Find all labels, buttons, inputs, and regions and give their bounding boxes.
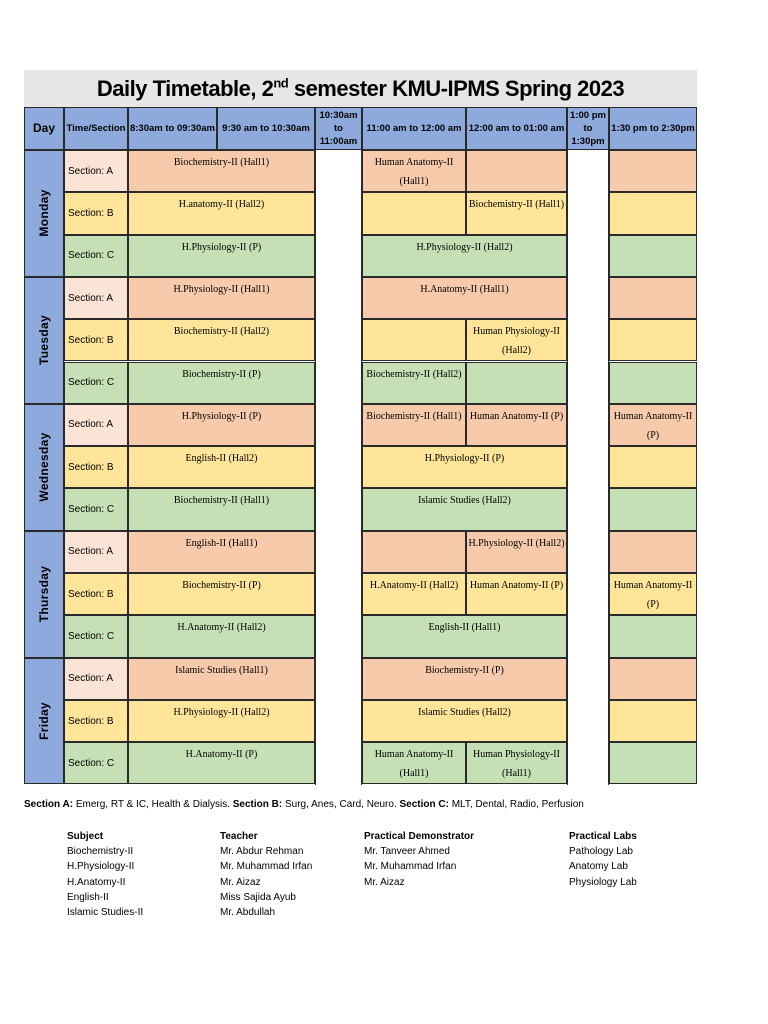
class-slot: H.Physiology-II (P) (128, 404, 315, 446)
class-slot: H.Anatomy-II (Hall2) (362, 573, 466, 615)
subject-item: H.Physiology-II (67, 861, 135, 873)
class-slot (362, 531, 466, 573)
teacher-column (220, 829, 312, 920)
break-column-1030 (315, 150, 362, 785)
lab-item: Anatomy Lab (569, 861, 628, 873)
title-main: Daily Timetable, 2 (96, 76, 274, 101)
class-slot: Biochemistry-II (P) (128, 362, 315, 404)
class-slot: Human Anatomy-II (P) (466, 573, 567, 615)
class-slot (609, 658, 697, 700)
section-c-text: MLT, Dental, Radio, Perfusion (448, 799, 584, 810)
class-slot (609, 700, 697, 742)
slot-1330-header: 1:30 pm to 2:30pm (609, 107, 697, 150)
teacher-item: Miss Sajida Ayub (220, 891, 296, 903)
class-slot: Biochemistry-II (Hall2) (362, 362, 466, 404)
demonstrator-item: Mr. Aizaz (364, 876, 405, 888)
day-header: Day (24, 107, 64, 150)
class-slot (362, 192, 466, 234)
lab-item: Pathology Lab (569, 846, 633, 858)
class-slot: H.Anatomy-II (Hall1) (362, 277, 567, 319)
class-slot (609, 488, 697, 530)
class-slot: Human Anatomy-II (P) (466, 404, 567, 446)
subject-item: Biochemistry-II (67, 846, 134, 858)
teacher-item: Mr. Abdullah (220, 907, 276, 919)
teacher-header: Teacher (220, 831, 258, 842)
class-slot: Islamic Studies (Hall1) (128, 658, 315, 700)
subject-column (67, 829, 143, 920)
section-label: Section: B (64, 319, 128, 361)
class-slot: Human Anatomy-II (P) (609, 404, 697, 446)
class-slot: Human Anatomy-II (Hall1) (362, 742, 466, 784)
class-slot (609, 150, 697, 192)
class-slot: Biochemistry-II (P) (362, 658, 567, 700)
section-label: Section: C (64, 742, 128, 784)
day-label-thursday (24, 531, 64, 658)
time-section-header: Time/Section (64, 107, 128, 150)
class-slot: H.Physiology-II (Hall2) (362, 235, 567, 277)
section-label: Section: C (64, 615, 128, 657)
class-slot: Human Physiology-II (Hall1) (466, 742, 567, 784)
section-label: Section: B (64, 192, 128, 234)
teacher-item: Mr. Aizaz (220, 876, 261, 888)
section-label: Section: C (64, 488, 128, 530)
class-slot: Biochemistry-II (Hall1) (128, 488, 315, 530)
class-slot (609, 192, 697, 234)
section-label: Section: B (64, 700, 128, 742)
subject-item: Islamic Studies-II (67, 907, 144, 919)
class-slot: H.anatomy-II (Hall2) (128, 192, 315, 234)
subject-header: Subject (67, 831, 104, 842)
slot-1100-header: 11:00 am to 12:00 am (362, 107, 466, 150)
class-slot: Islamic Studies (Hall2) (362, 700, 567, 742)
day-label-monday (24, 150, 64, 277)
labs-header: Practical Labs (569, 831, 637, 842)
day-name: Thursday (37, 565, 51, 623)
class-slot: Islamic Studies (Hall2) (362, 488, 567, 530)
section-label: Section: C (64, 235, 128, 277)
day-label-friday (24, 658, 64, 785)
demonstrator-item: Mr. Muhammad Irfan (364, 861, 457, 873)
day-name: Monday (37, 189, 51, 238)
class-slot (609, 235, 697, 277)
class-slot: Biochemistry-II (Hall2) (128, 319, 315, 361)
section-label: Section: A (64, 277, 128, 319)
section-a-label: Section A: (24, 799, 74, 810)
section-label: Section: A (64, 531, 128, 573)
day-name: Wednesday (37, 432, 51, 502)
class-slot: Human Anatomy-II (P) (609, 573, 697, 615)
class-slot: Biochemistry-II (Hall1) (362, 404, 466, 446)
page-title (24, 70, 697, 107)
section-label: Section: C (64, 362, 128, 404)
day-label-tuesday (24, 277, 64, 404)
class-slot: Human Physiology-II (Hall2) (466, 319, 567, 361)
subject-item: English-II (67, 891, 109, 903)
class-slot: Biochemistry-II (Hall1) (466, 192, 567, 234)
class-slot: H.Physiology-II (Hall2) (466, 531, 567, 573)
day-name: Friday (37, 702, 51, 740)
class-slot: Biochemistry-II (Hall1) (128, 150, 315, 192)
day-name: Tuesday (37, 315, 51, 366)
section-label: Section: A (64, 658, 128, 700)
class-slot (609, 277, 697, 319)
class-slot: Human Anatomy-II (Hall1) (362, 150, 466, 192)
class-slot (466, 362, 567, 404)
class-slot: English-II (Hall1) (128, 531, 315, 573)
section-label: Section: A (64, 404, 128, 446)
break-1030-header: 10:30am to 11:00am (315, 107, 362, 150)
class-slot (609, 615, 697, 657)
demonstrator-item: Mr. Tanveer Ahmed (364, 846, 450, 858)
section-b-label: Section B: (232, 799, 283, 810)
class-slot: H.Anatomy-II (Hall2) (128, 615, 315, 657)
day-label-wednesday (24, 404, 64, 531)
class-slot (609, 446, 697, 488)
subject-item: H.Anatomy-II (67, 876, 126, 888)
section-b-text: Surg, Anes, Card, Neuro. (282, 799, 400, 810)
class-slot: English-II (Hall2) (128, 446, 315, 488)
title-superscript: nd (273, 75, 289, 91)
class-slot: H.Physiology-II (P) (362, 446, 567, 488)
slot-0930-header: 9:30 am to 10:30am (217, 107, 315, 150)
slot-0830-header: 8:30am to 09:30am (128, 107, 217, 150)
section-label: Section: A (64, 150, 128, 192)
class-slot: H.Anatomy-II (P) (128, 742, 315, 784)
section-a-text: Emerg, RT & IC, Health & Dialysis. (73, 799, 233, 810)
class-slot: Biochemistry-II (P) (128, 573, 315, 615)
class-slot: H.Physiology-II (Hall2) (128, 700, 315, 742)
class-slot (362, 319, 466, 361)
class-slot: English-II (Hall1) (362, 615, 567, 657)
section-notes (24, 799, 584, 810)
section-c-label: Section C: (399, 799, 449, 810)
class-slot: H.Physiology-II (P) (128, 235, 315, 277)
class-slot (466, 150, 567, 192)
class-slot (609, 531, 697, 573)
class-slot: H.Physiology-II (Hall1) (128, 277, 315, 319)
break-column-1300 (567, 150, 609, 785)
demonstrator-column (364, 829, 474, 890)
labs-column (569, 829, 637, 890)
demonstrator-header: Practical Demonstrator (364, 831, 475, 842)
slot-1200-header: 12:00 am to 01:00 am (466, 107, 567, 150)
teacher-item: Mr. Abdur Rehman (220, 846, 304, 858)
class-slot (609, 742, 697, 784)
class-slot (609, 319, 697, 361)
section-label: Section: B (64, 446, 128, 488)
teacher-item: Mr. Muhammad Irfan (220, 861, 313, 873)
break-1300-header: 1:00 pm to 1:30pm (567, 107, 609, 150)
section-label: Section: B (64, 573, 128, 615)
class-slot (609, 362, 697, 404)
lab-item: Physiology Lab (569, 876, 637, 888)
title-rest: semester KMU-IPMS Spring 2023 (288, 76, 625, 101)
